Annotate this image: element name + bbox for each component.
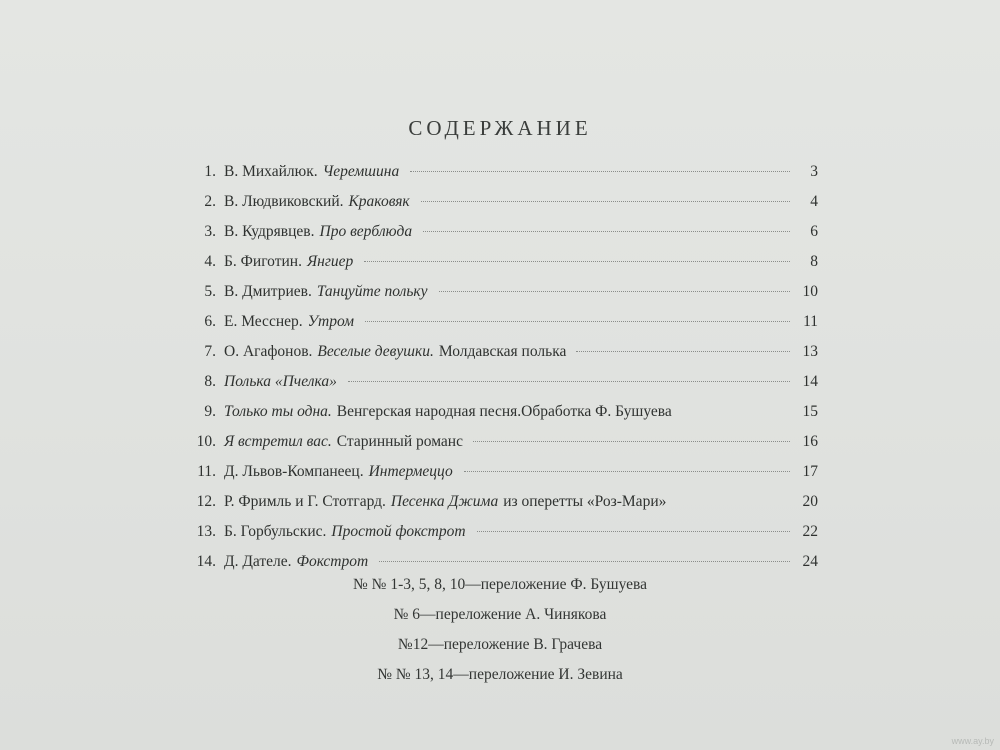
entry-note: из оперетты «Роз-Мари» xyxy=(503,493,667,510)
entry-work: Черемшина xyxy=(322,163,400,180)
entry-number: 6. xyxy=(204,313,216,330)
toc-entry-1 xyxy=(188,163,818,193)
toc-entry-12 xyxy=(188,493,818,523)
entry-work: Простой фокстрот xyxy=(331,523,466,540)
entry-author: Д. Львов-Компанеец. xyxy=(224,463,364,480)
entry-page: 15 xyxy=(802,403,818,420)
entry-author: Б. Фиготин. xyxy=(224,253,302,270)
dot-leader xyxy=(473,441,790,442)
entry-work: Танцуйте польку xyxy=(316,283,428,300)
dot-leader xyxy=(348,381,790,382)
dot-leader xyxy=(576,351,790,352)
toc-entry-9 xyxy=(188,403,818,433)
toc-entry-13 xyxy=(188,523,818,553)
toc-entry-2 xyxy=(188,193,818,223)
credit-line: № 6—переложение А. Чинякова xyxy=(393,606,607,623)
dot-leader xyxy=(477,531,790,532)
entry-note: Венгерская народная песня.Обработка Ф. Бушуева xyxy=(336,403,672,420)
credit-line: № № 1-3, 5, 8, 10—переложение Ф. Бушуева xyxy=(353,576,647,593)
page-title: СОДЕРЖАНИЕ xyxy=(408,116,592,140)
entry-work: Про верблюда xyxy=(319,223,413,240)
entry-number: 7. xyxy=(204,343,216,360)
toc-entry-7 xyxy=(188,343,818,373)
dot-leader xyxy=(365,321,790,322)
toc-entry-10 xyxy=(188,433,818,463)
arrangement-credits xyxy=(0,570,1000,690)
entry-number: 14. xyxy=(196,553,216,570)
entry-author: Р. Фримль и Г. Стотгард. xyxy=(224,493,386,510)
entry-page: 16 xyxy=(802,433,818,450)
entry-number: 10. xyxy=(196,433,216,450)
dot-leader xyxy=(439,291,790,292)
watermark: www.ay.by xyxy=(951,736,994,746)
dot-leader xyxy=(364,261,790,262)
entry-number: 5. xyxy=(204,283,216,300)
dot-leader xyxy=(464,471,790,472)
credit-line: №12—переложение В. Грачева xyxy=(397,636,603,653)
entry-work: Янгиер xyxy=(306,253,354,270)
entry-page: 24 xyxy=(802,553,818,570)
entry-page: 17 xyxy=(802,463,818,480)
entry-number: 4. xyxy=(204,253,216,270)
entry-page: 13 xyxy=(802,343,818,360)
toc-entry-3 xyxy=(188,223,818,253)
entry-number: 1. xyxy=(204,163,216,180)
toc-entry-11 xyxy=(188,463,818,493)
entry-number: 11. xyxy=(197,463,216,480)
dot-leader xyxy=(423,231,790,232)
toc-entry-4 xyxy=(188,253,818,283)
entry-author: В. Кудрявцев. xyxy=(224,223,315,240)
entry-author: Е. Месснер. xyxy=(224,313,303,330)
entry-note: Молдавская полька xyxy=(438,343,567,360)
entry-page: 6 xyxy=(810,223,818,240)
entry-number: 8. xyxy=(204,373,216,390)
entry-work: Песенка Джима xyxy=(390,493,499,510)
entry-number: 13. xyxy=(196,523,216,540)
dot-leader xyxy=(379,561,790,562)
entry-work: Утром xyxy=(307,313,355,330)
entry-page: 11 xyxy=(803,313,818,330)
entry-author: Б. Горбульскис. xyxy=(224,523,327,540)
entry-author: Д. Дателе. xyxy=(224,553,292,570)
entry-page: 22 xyxy=(802,523,818,540)
toc-entry-6 xyxy=(188,313,818,343)
credit-line: № № 13, 14—переложение И. Зевина xyxy=(377,666,623,683)
entry-page: 8 xyxy=(810,253,818,270)
entry-page: 10 xyxy=(802,283,818,300)
entry-note: Старинный романс xyxy=(336,433,463,450)
entry-author: О. Агафонов. xyxy=(224,343,313,360)
toc-entry-8 xyxy=(188,373,818,403)
entry-number: 2. xyxy=(204,193,216,210)
entry-work: Я встретил вас. xyxy=(224,433,332,450)
entry-work: Интермеццо xyxy=(368,463,453,480)
entry-number: 9. xyxy=(204,403,216,420)
entry-page: 4 xyxy=(810,193,818,210)
dot-leader xyxy=(421,201,790,202)
entry-page: 14 xyxy=(802,373,818,390)
dot-leader xyxy=(410,171,790,172)
entry-number: 3. xyxy=(204,223,216,240)
entry-work: Веселые девушки. xyxy=(317,343,434,360)
entry-number: 12. xyxy=(196,493,216,510)
entry-author: В. Людвиковский. xyxy=(224,193,344,210)
entry-page: 20 xyxy=(802,493,818,510)
entry-author: В. Михайлюк. xyxy=(224,163,318,180)
entry-work: Полька «Пчелка» xyxy=(224,373,337,390)
entry-author: В. Дмитриев. xyxy=(224,283,312,300)
entry-work: Фокстрот xyxy=(296,553,369,570)
entry-page: 3 xyxy=(810,163,818,180)
entry-work: Краковяк xyxy=(348,193,410,210)
entry-work: Только ты одна. xyxy=(224,403,332,420)
toc-entry-5 xyxy=(188,283,818,313)
